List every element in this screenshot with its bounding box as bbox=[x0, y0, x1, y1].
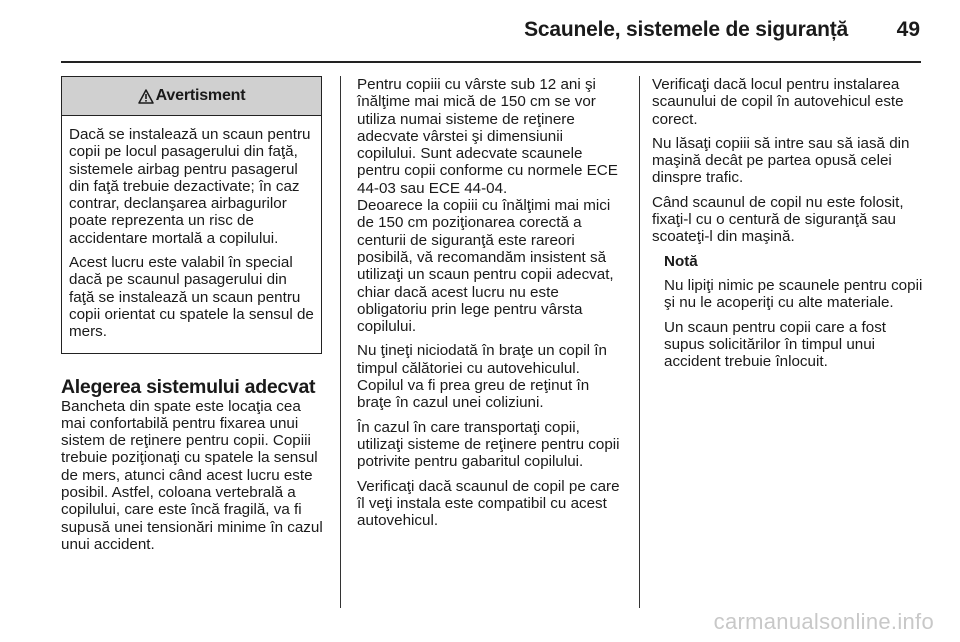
body-paragraph: Pentru copiii cu vârste sub 12 ani şi înălţime mai mică de 150 cm se vor utiliza numai sisteme de reţinere adecvate vârstei şi dimensiunii copilului. Sunt adecvate scaunele pentru copii conforme cu normele ECE 44-03 sau ECE 44-04. bbox=[357, 76, 618, 197]
note-paragraph: Nu lipiţi nimic pe scaunele pentru copii şi nu le acoperiţi cu alte materiale. bbox=[664, 276, 923, 312]
column-divider bbox=[340, 76, 341, 608]
section-title: Alegerea sistemului adecvat bbox=[61, 375, 316, 398]
body-paragraph: Când scaunul de copil nu este folosit, fixaţi-l cu o centură de siguranţă sau scoateţi-l din maşină. bbox=[652, 193, 904, 246]
warning-title: Avertisment bbox=[155, 87, 246, 105]
warning-header bbox=[62, 77, 321, 116]
page-number: 49 bbox=[896, 18, 920, 41]
body-paragraph: Nu ţineţi niciodată în braţe un copil în timpul călătoriei cu autovehiculul. Copilul va fi prea greu de reţinut în braţe în cazul unei coliziuni. bbox=[357, 342, 607, 412]
warning-triangle-icon bbox=[138, 89, 154, 104]
warning-paragraph: Acest lucru este valabil în special dacă pe scaunul pasagerului din faţă se instalează un scaun pentru copii orientat cu spatele la sensul de mers. bbox=[69, 254, 314, 341]
note-block bbox=[652, 253, 924, 371]
warning-box bbox=[61, 76, 322, 354]
column-divider bbox=[639, 76, 640, 608]
body-paragraph: În cazul în care transportaţi copii, utilizaţi sisteme de reţinere pentru copii potrivite pentru gabaritul copilului. bbox=[357, 418, 620, 471]
body-paragraph: Nu lăsaţi copiii să intre sau să iasă din maşină decât pe partea opusă celei dinspre trafic. bbox=[652, 134, 910, 187]
column-1 bbox=[61, 76, 323, 560]
warning-body bbox=[62, 116, 321, 353]
body-paragraph: Deoarece la copiii cu înălţimi mai mici de 150 cm poziţionarea corectă a centurii de siguranţă este rareori posibilă, vă recomandăm insistent să utilizaţi un scaun pentru copii adecvat, chiar dacă acest lucru nu este obligatoriu prin lege pentru vârsta copilului. bbox=[357, 197, 614, 336]
page-header bbox=[0, 0, 960, 62]
note-paragraph: Un scaun pentru copii care a fost supus solicitărilor în timpul unui accident trebuie înlocuit. bbox=[664, 318, 887, 371]
note-label: Notă bbox=[664, 252, 698, 270]
body-paragraph: Verificaţi dacă locul pentru instalarea scaunului de copil în autovehicul este corect. bbox=[652, 76, 904, 128]
column-2 bbox=[357, 76, 625, 536]
section-paragraph: Bancheta din spate este locaţia cea mai confortabilă pentru fixarea unui sistem de reţinere pentru copii. Copiii trebuie poziţionaţi cu spatele la sensul de mers, atunci când acest lucru este posibil. Astfel, coloana vertebrală a copilului, care este încă fragilă, va fi supusă unei tensionări minime în cazul unui accident. bbox=[61, 397, 323, 553]
warning-paragraph: Dacă se instalează un scaun pentru copii pe locul pasagerului din faţă, sistemele airbag pentru pasagerul din faţă trebuie dezactivate; în caz contrar, declanşarea airbagurilor poate reprezenta un risc de accidentare mortală a copilului. bbox=[69, 126, 311, 247]
header-rule bbox=[61, 61, 921, 63]
watermark: carmanualsonline.info bbox=[713, 609, 934, 634]
body-paragraph: Verificaţi dacă scaunul de copil pe care îl veţi instala este compatibil cu acest autovehicul. bbox=[357, 477, 620, 530]
page-title: Scaunele, sistemele de siguranță bbox=[524, 18, 848, 41]
column-3 bbox=[652, 76, 924, 377]
